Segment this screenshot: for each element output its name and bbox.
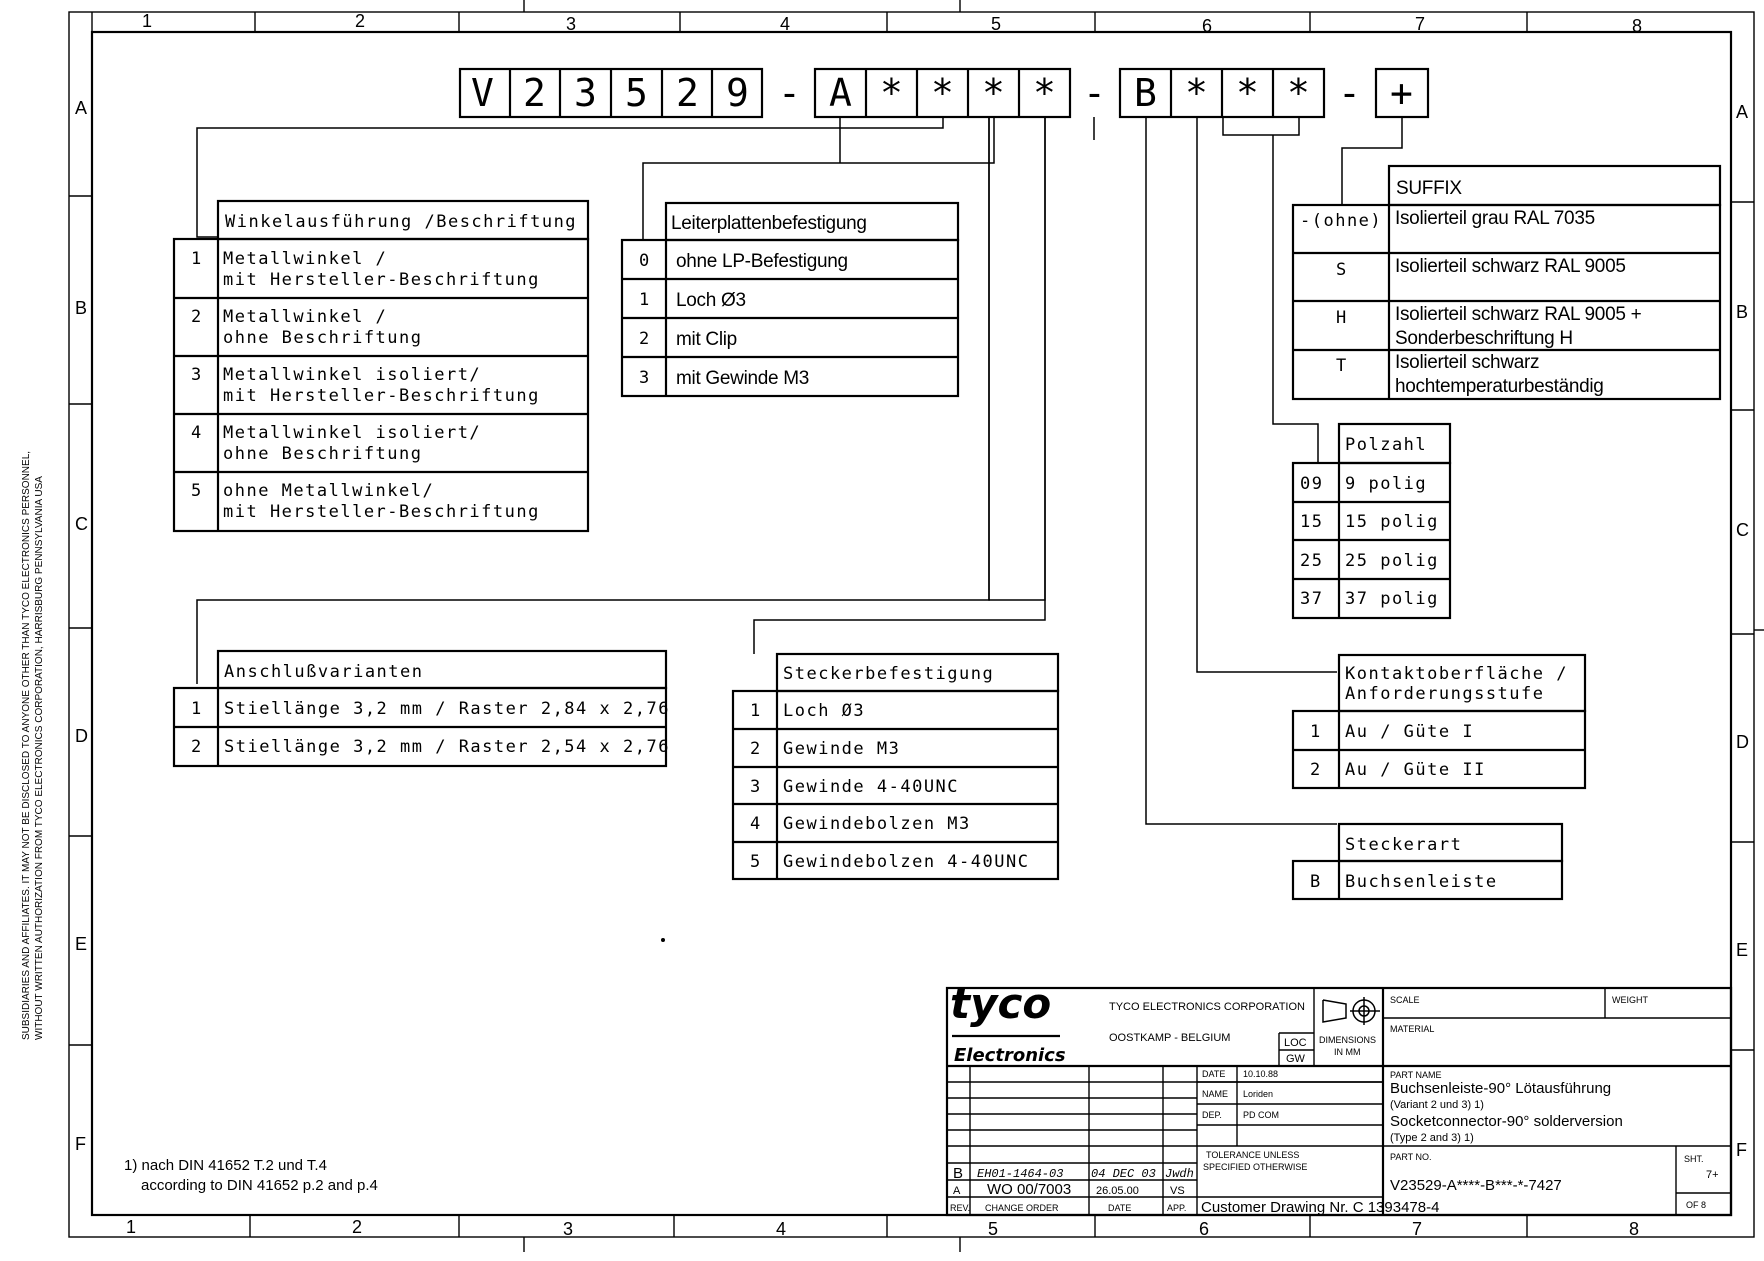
col-label: 4 bbox=[780, 14, 791, 34]
svg-text:2: 2 bbox=[191, 737, 203, 757]
svg-text:10.10.88: 10.10.88 bbox=[1243, 1069, 1279, 1079]
col-label: 7 bbox=[1415, 14, 1426, 34]
svg-text:+: + bbox=[1390, 71, 1413, 115]
svg-text:mit Gewinde M3: mit Gewinde M3 bbox=[676, 368, 810, 389]
svg-text:Buchsenleiste: Buchsenleiste bbox=[1345, 872, 1498, 892]
svg-text:Gewindebolzen 4-40UNC: Gewindebolzen 4-40UNC bbox=[783, 852, 1030, 872]
svg-text:15: 15 bbox=[1300, 512, 1324, 532]
suffix-title: SUFFIX bbox=[1396, 178, 1462, 199]
svg-text:SCALE: SCALE bbox=[1390, 995, 1420, 1005]
svg-text:-: - bbox=[778, 71, 801, 115]
row-label: C bbox=[1736, 520, 1749, 540]
svg-text:*: * bbox=[931, 71, 954, 115]
svg-text:4: 4 bbox=[750, 814, 762, 834]
svg-text:Stiellänge 3,2 mm / Raster 2,8: Stiellänge 3,2 mm / Raster 2,84 x 2,76 bbox=[224, 699, 670, 719]
svg-text:hochtemperaturbeständig: hochtemperaturbeständig bbox=[1395, 376, 1604, 397]
svg-text:Gewinde M3: Gewinde M3 bbox=[783, 739, 901, 759]
svg-text:1) nach DIN 41652 T.2 und T.4: 1) nach DIN 41652 T.2 und T.4 bbox=[124, 1157, 327, 1174]
svg-text:Metallwinkel /: Metallwinkel / bbox=[223, 307, 388, 327]
svg-text:VS: VS bbox=[1170, 1185, 1185, 1197]
row-label: B bbox=[75, 298, 88, 318]
row-label: E bbox=[75, 934, 88, 954]
svg-text:LOC: LOC bbox=[1284, 1037, 1307, 1049]
svg-text:*: * bbox=[1236, 71, 1259, 115]
svg-text:DIMENSIONS: DIMENSIONS bbox=[1319, 1035, 1377, 1045]
col-label: 3 bbox=[563, 1219, 574, 1239]
svg-text:(Type 2 and 3) 1): (Type 2 and 3) 1) bbox=[1390, 1132, 1474, 1144]
svg-text:B: B bbox=[1134, 71, 1157, 115]
svg-text:ohne Beschriftung: ohne Beschriftung bbox=[223, 444, 423, 464]
svg-text:mit Hersteller-Beschriftung: mit Hersteller-Beschriftung bbox=[223, 386, 540, 406]
svg-text:DATE: DATE bbox=[1108, 1203, 1132, 1213]
svg-text:OF 8: OF 8 bbox=[1686, 1200, 1707, 1210]
part-name: Buchsenleiste-90° Lötausführung bbox=[1390, 1080, 1612, 1097]
leiterplatte-table bbox=[622, 203, 958, 396]
svg-text:NAME: NAME bbox=[1202, 1089, 1229, 1099]
svg-text:4: 4 bbox=[191, 423, 203, 443]
col-label: 6 bbox=[1202, 16, 1213, 36]
svg-text:2: 2 bbox=[523, 71, 546, 115]
svg-text:26.05.00: 26.05.00 bbox=[1096, 1185, 1139, 1197]
col-label: 7 bbox=[1412, 1219, 1423, 1239]
svg-text:Loriden: Loriden bbox=[1243, 1089, 1274, 1099]
customer-drawing-number: Customer Drawing Nr. C 1393478-4 bbox=[1201, 1199, 1440, 1216]
svg-text:1: 1 bbox=[639, 290, 651, 310]
svg-text:-: - bbox=[1083, 71, 1106, 115]
svg-text:PD COM: PD COM bbox=[1243, 1110, 1279, 1120]
col-label: 1 bbox=[142, 11, 153, 31]
col-label: 2 bbox=[355, 11, 366, 31]
svg-text:2: 2 bbox=[1310, 760, 1322, 780]
svg-text:WO 00/7003: WO 00/7003 bbox=[987, 1181, 1072, 1198]
svg-text:15 polig: 15 polig bbox=[1345, 512, 1439, 532]
svg-text:Isolierteil schwarz RAL 9005 +: Isolierteil schwarz RAL 9005 + bbox=[1395, 304, 1642, 325]
svg-text:REV.: REV. bbox=[950, 1203, 971, 1213]
svg-text:5: 5 bbox=[750, 852, 762, 872]
column-labels-bottom bbox=[126, 1217, 1639, 1239]
steckerart-title: Steckerart bbox=[1345, 835, 1463, 855]
svg-text:TYCO ELECTRONICS CORPORATION: TYCO ELECTRONICS CORPORATION bbox=[1109, 1001, 1305, 1013]
row-label: B bbox=[1736, 302, 1749, 322]
col-label: 8 bbox=[1632, 16, 1643, 36]
row-label: E bbox=[1736, 940, 1749, 960]
part-code bbox=[460, 69, 1428, 117]
svg-text:Jwdh: Jwdh bbox=[1165, 1167, 1194, 1181]
projection-symbol-icon bbox=[1323, 997, 1380, 1025]
svg-text:1: 1 bbox=[191, 249, 203, 269]
svg-text:Isolierteil schwarz: Isolierteil schwarz bbox=[1395, 352, 1540, 373]
svg-text:Au / Güte II: Au / Güte II bbox=[1345, 760, 1486, 780]
svg-text:B: B bbox=[953, 1165, 964, 1182]
row-label: A bbox=[75, 98, 88, 118]
svg-text:Gewinde 4-40UNC: Gewinde 4-40UNC bbox=[783, 777, 960, 797]
svg-text:37: 37 bbox=[1300, 589, 1324, 609]
svg-text:Socketconnector-90° soldervers: Socketconnector-90° solderversion bbox=[1390, 1113, 1623, 1130]
svg-text:Metallwinkel isoliert/: Metallwinkel isoliert/ bbox=[223, 365, 482, 385]
svg-text:PART NAME: PART NAME bbox=[1390, 1070, 1442, 1080]
svg-text:Stiellänge 3,2 mm / Raster 2,5: Stiellänge 3,2 mm / Raster 2,54 x 2,76 bbox=[224, 737, 670, 757]
svg-text:ohne Metallwinkel/: ohne Metallwinkel/ bbox=[223, 481, 435, 501]
svg-text:T: T bbox=[1336, 356, 1348, 376]
svg-text:9 polig: 9 polig bbox=[1345, 474, 1428, 494]
svg-text:Au / Güte I: Au / Güte I bbox=[1345, 722, 1475, 742]
svg-text:1: 1 bbox=[191, 699, 203, 719]
svg-text:2: 2 bbox=[191, 307, 203, 327]
svg-text:SPECIFIED OTHERWISE: SPECIFIED OTHERWISE bbox=[1203, 1162, 1308, 1172]
svg-text:*: * bbox=[880, 71, 903, 115]
svg-text:Loch Ø3: Loch Ø3 bbox=[676, 290, 746, 311]
svg-text:09: 09 bbox=[1300, 474, 1324, 494]
leiterplatte-title: Leiterplattenbefestigung bbox=[671, 213, 867, 234]
svg-text:*: * bbox=[1033, 71, 1056, 115]
winkel-table bbox=[174, 201, 588, 531]
svg-text:25: 25 bbox=[1300, 551, 1324, 571]
svg-text:TOLERANCE UNLESS: TOLERANCE UNLESS bbox=[1206, 1150, 1300, 1160]
svg-text:Anforderungsstufe: Anforderungsstufe bbox=[1345, 684, 1545, 704]
svg-text:1: 1 bbox=[750, 701, 762, 721]
svg-text:WITHOUT WRITTEN AUTHORIZATION: WITHOUT WRITTEN AUTHORIZATION FROM TYCO ELECTRONICS CORPORATION, HARRISBURG PENNSYLVANIA USA bbox=[34, 476, 45, 1040]
col-label: 5 bbox=[988, 1219, 999, 1239]
row-label: C bbox=[75, 514, 88, 534]
svg-text:37 polig: 37 polig bbox=[1345, 589, 1439, 609]
col-label: 2 bbox=[352, 1217, 363, 1237]
svg-text:GW: GW bbox=[1286, 1053, 1305, 1065]
svg-text:mit Hersteller-Beschriftung: mit Hersteller-Beschriftung bbox=[223, 502, 540, 522]
anschluss-title: Anschlußvarianten bbox=[224, 662, 424, 682]
svg-text:A: A bbox=[953, 1185, 961, 1197]
svg-text:SHT.: SHT. bbox=[1684, 1154, 1704, 1164]
row-label: F bbox=[1736, 1140, 1747, 1160]
kontakt-table bbox=[1293, 655, 1585, 788]
winkel-title: Winkelausführung /Beschriftung bbox=[225, 212, 578, 232]
svg-text:3: 3 bbox=[574, 71, 597, 115]
svg-text:mit Clip: mit Clip bbox=[676, 329, 737, 350]
svg-text:Sonderbeschriftung H: Sonderbeschriftung H bbox=[1395, 328, 1573, 349]
svg-text:3: 3 bbox=[750, 777, 762, 797]
svg-text:H: H bbox=[1336, 308, 1348, 328]
svg-text:*: * bbox=[1287, 71, 1310, 115]
row-label: A bbox=[1736, 102, 1749, 122]
svg-text:ohne LP-Befestigung: ohne LP-Befestigung bbox=[676, 251, 848, 272]
svg-text:2: 2 bbox=[676, 71, 699, 115]
polzahl-table bbox=[1293, 424, 1450, 618]
col-label: 8 bbox=[1629, 1219, 1640, 1239]
steckerbefestigung-title: Steckerbefestigung bbox=[783, 664, 995, 684]
svg-text:OOSTKAMP - BELGIUM: OOSTKAMP - BELGIUM bbox=[1109, 1032, 1231, 1044]
kontakt-title: Kontaktoberfläche / bbox=[1345, 664, 1568, 684]
svg-text:9: 9 bbox=[726, 71, 749, 115]
part-number: V23529-A****-B***-*-7427 bbox=[1390, 1177, 1562, 1194]
svg-text:Isolierteil grau RAL 7035: Isolierteil grau RAL 7035 bbox=[1395, 208, 1595, 229]
svg-text:EH01-1464-03: EH01-1464-03 bbox=[977, 1167, 1064, 1181]
row-label: D bbox=[1736, 732, 1749, 752]
col-label: 5 bbox=[991, 14, 1002, 34]
svg-text:Isolierteil schwarz RAL 9005: Isolierteil schwarz RAL 9005 bbox=[1395, 256, 1626, 277]
svg-text:0: 0 bbox=[639, 251, 651, 271]
svg-text:PART NO.: PART NO. bbox=[1390, 1152, 1432, 1162]
svg-text:7+: 7+ bbox=[1706, 1169, 1719, 1181]
anschluss-table bbox=[174, 651, 670, 766]
svg-text:5: 5 bbox=[625, 71, 648, 115]
svg-text:1: 1 bbox=[1310, 722, 1322, 742]
title-block bbox=[947, 979, 1731, 1216]
svg-text:MATERIAL: MATERIAL bbox=[1390, 1024, 1435, 1034]
tyco-logo: tyco bbox=[950, 979, 1052, 1028]
svg-text:2: 2 bbox=[750, 739, 762, 759]
footnote bbox=[124, 1157, 378, 1194]
svg-text:*: * bbox=[982, 71, 1005, 115]
svg-text:DATE: DATE bbox=[1202, 1069, 1226, 1079]
svg-text:mit Hersteller-Beschriftung: mit Hersteller-Beschriftung bbox=[223, 270, 540, 290]
svg-text:Metallwinkel isoliert/: Metallwinkel isoliert/ bbox=[223, 423, 482, 443]
col-label: 4 bbox=[776, 1219, 787, 1239]
svg-text:2: 2 bbox=[639, 329, 651, 349]
col-label: 6 bbox=[1199, 1219, 1210, 1239]
svg-text:-(ohne): -(ohne) bbox=[1300, 211, 1383, 231]
svg-text:3: 3 bbox=[639, 368, 651, 388]
row-label: D bbox=[75, 726, 88, 746]
svg-text:WEIGHT: WEIGHT bbox=[1612, 995, 1648, 1005]
svg-text:04 DEC 03: 04 DEC 03 bbox=[1091, 1167, 1156, 1181]
svg-text:5: 5 bbox=[191, 481, 203, 501]
svg-text:CHANGE ORDER: CHANGE ORDER bbox=[985, 1203, 1059, 1213]
svg-text:SUBSIDIARIES AND AFFILIATES. I: SUBSIDIARIES AND AFFILIATES. IT MAY NOT BE DISCLOSED TO ANYONE OTHER THAN TYCO ELECTRONICS PERSONNEL, bbox=[21, 450, 32, 1040]
svg-text:25 polig: 25 polig bbox=[1345, 551, 1439, 571]
svg-text:(Variant 2 und 3) 1): (Variant 2 und 3) 1) bbox=[1390, 1099, 1484, 1111]
confidentiality-note bbox=[21, 451, 45, 1040]
svg-text:A: A bbox=[829, 71, 852, 115]
row-labels-left bbox=[75, 98, 88, 1154]
sheet-frame bbox=[69, 0, 1764, 1252]
svg-text:ohne Beschriftung: ohne Beschriftung bbox=[223, 328, 423, 348]
svg-text:Metallwinkel /: Metallwinkel / bbox=[223, 249, 388, 269]
polzahl-title: Polzahl bbox=[1345, 435, 1428, 455]
row-label: F bbox=[75, 1134, 86, 1154]
col-label: 3 bbox=[566, 14, 577, 34]
svg-text:S: S bbox=[1336, 260, 1348, 280]
svg-text:IN MM: IN MM bbox=[1334, 1047, 1361, 1057]
svg-text:V: V bbox=[471, 71, 494, 115]
svg-text:DEP.: DEP. bbox=[1202, 1110, 1222, 1120]
row-labels-right bbox=[1736, 102, 1749, 1160]
suffix-table bbox=[1293, 166, 1720, 399]
svg-text:B: B bbox=[1310, 872, 1322, 892]
electronics-logo: Electronics bbox=[954, 1045, 1066, 1066]
svg-text:3: 3 bbox=[191, 365, 203, 385]
svg-text:APP.: APP. bbox=[1167, 1203, 1187, 1213]
svg-text:-: - bbox=[1338, 71, 1361, 115]
svg-text:*: * bbox=[1185, 71, 1208, 115]
col-label: 1 bbox=[126, 1217, 137, 1237]
svg-text:Loch Ø3: Loch Ø3 bbox=[783, 701, 866, 721]
steckerart-table bbox=[1293, 824, 1562, 899]
svg-text:according to DIN 41652 p.2 and: according to DIN 41652 p.2 and p.4 bbox=[141, 1177, 378, 1194]
svg-text:Gewindebolzen M3: Gewindebolzen M3 bbox=[783, 814, 971, 834]
steckerbefestigung-table bbox=[733, 654, 1058, 879]
